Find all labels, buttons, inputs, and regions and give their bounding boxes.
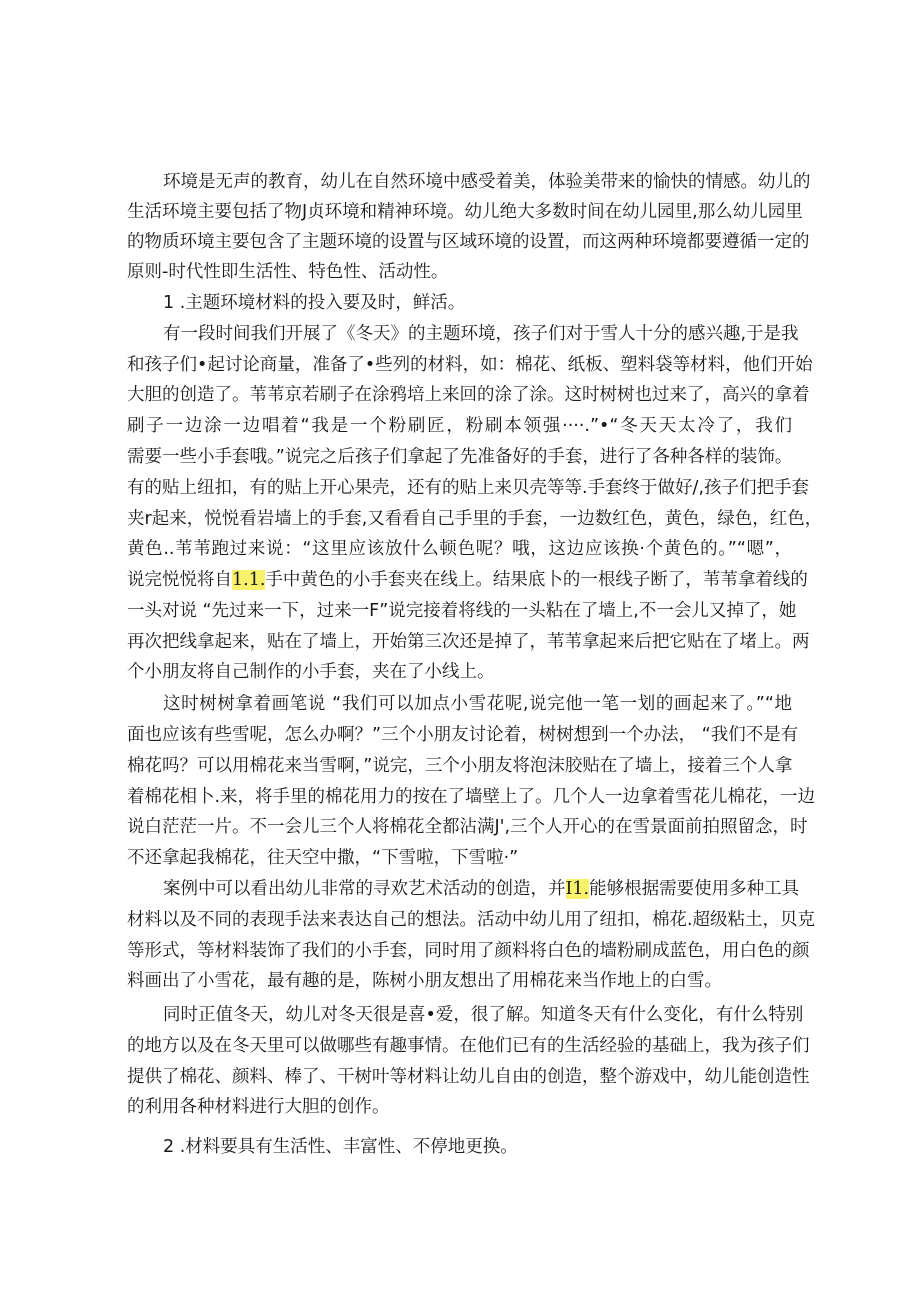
text-segment: 手中黄色的小手套夹在线上。结果底卜的一根线子断了，苇苇拿着线的 (265, 570, 808, 590)
text-line: 说白茫茫一片。不一会儿三个人将棉花全都沾满J',三个人开心的在雪景面前拍照留念，时 (127, 817, 808, 837)
text-line: 大胆的创造了。苇苇京若刷子在涂鸦培上来回的涂了涂。这时树树也过来了，高兴的拿着 (127, 385, 810, 405)
text-line: 这时树树拿着画笔说 “我们可以加点小雪花呢,说完他一笔一划的画起来了。”“地 (163, 694, 792, 714)
text-line: 需要一些小手套哦。”说完之后孩子们拿起了先准备好的手套，进行了各种各样的装饰。 (127, 447, 793, 467)
text-line: 面也应该有些雪呢，怎么办啊？”三个小朋友讨论着，树树想到一个办法， “我们不是有 (127, 725, 799, 745)
text-line: 有一段时间我们开展了《冬天》的主题环境，孩子们对于雪人十分的感兴趣,于是我 (163, 324, 799, 344)
text-line: 不还拿起我棉花，往天空中撒，“下雪啦，下雪啦·” (127, 848, 519, 868)
text-line: 生活环境主要包括了物J贞环境和精神环境。幼儿绝大多数时间在幼儿园里,那么幼儿园里 (127, 202, 803, 222)
text-segment: 案例中可以看出幼儿非常的寻欢艺术活动的创造，并 (163, 879, 566, 899)
text-line: 等形式，等材料装饰了我们的小手套，同时用了颜料将白色的墙粉刷成蓝色，用白色的颜 (127, 941, 810, 961)
text-line: 环境是无声的教育，幼儿在自然环境中感受着美，体验美带来的愉快的情感。幼儿的 (163, 172, 811, 192)
text-line: 着棉花相卜.来，将手里的棉花用力的按在了墙壁上了。几个人一边拿着雪花儿棉花，一边 (127, 787, 816, 807)
text-line: 料画出了小雪花，最有趣的是，陈树小朋友想出了用棉花来当作地上的白雪。 (127, 971, 722, 991)
text-line: 黄色..苇苇跑过来说：“这里应该放什么顿色呢？哦，这边应该换·个黄色的。”“嗯”， (127, 539, 792, 559)
text-line: 原则-时代性即生活性、特色性、活动性。 (127, 262, 449, 282)
text-line: 同时正值冬天，幼儿对冬天很是喜•爱，很了解。知道冬天有什么变化，有什么特别 (163, 1005, 804, 1025)
text-line: 棉花吗？可以用棉花来当雪啊，”说完，三个小朋友将泡沫胶贴在了墙上，接着三个人拿 (127, 756, 793, 776)
text-line: 提供了棉花、颜料、棒了、干树叶等材料让幼儿自由的创造，整个游戏中，幼儿能创造性 (127, 1067, 810, 1087)
text-line: 的地方以及在冬天里可以做哪些有趣事情。在他们已有的生活经验的基础上，我为孩子们 (127, 1036, 810, 1056)
text-line: 和孩子们•起讨论商量，准备了•些列的材料，如：棉花、纸板、塑料袋等材料，他们开始 (127, 355, 813, 375)
text-segment: 能够根据需要使用多种工具 (589, 879, 800, 899)
highlight-mark: 1.1. (232, 570, 266, 590)
text-line: 材料以及不同的表现手法来表达自己的想法。活动中幼儿用了纽扣，棉花.超级粘土，贝克 (127, 910, 816, 930)
text-line: 一头对说 “先过来一下，过来一F”说完接着将线的一头粘在了墙上,不一会儿又掉了，她 (127, 601, 797, 621)
text-line: 个小朋友将自己制作的小手套，夹在了小线上。 (127, 662, 495, 682)
highlight-mark: I1. (565, 879, 590, 899)
text-line: 的利用各种材料进行大胆的创作。 (127, 1097, 390, 1117)
text-line: 刷子一边涂一边唱着“我是一个粉刷匠，粉刷本领强····.”•“冬天天太冷了，我们 (127, 416, 792, 436)
text-line: 夹r起来，悦悦看岩墙上的手套,又看看自己手里的手套，一边数红色，黄色，绿色，红色， (127, 509, 823, 529)
text-line (163, 874, 800, 904)
text-line: 有的贴上纽扣，有的贴上开心果壳，还有的贴上来贝壳等等.手套终于做好/,孩子们把手套 (127, 478, 810, 498)
text-line (127, 565, 808, 595)
text-segment: 说完悦悦将自 (127, 570, 232, 590)
section-heading: 2 .材料要具有生活性、丰富性、不停地更换。 (163, 1137, 518, 1157)
section-heading: 1 .主题环境材料的投入要及时，鲜活。 (163, 293, 466, 313)
text-line: 的物质环境主要包含了主题环境的设置与区域环境的设置，而这两种环境都要遵循一定的 (127, 232, 810, 252)
text-line: 再次把线拿起来，贴在了墙上，开始第三次还是掉了，苇苇拿起来后把它贴在了堵上。两 (127, 632, 810, 652)
